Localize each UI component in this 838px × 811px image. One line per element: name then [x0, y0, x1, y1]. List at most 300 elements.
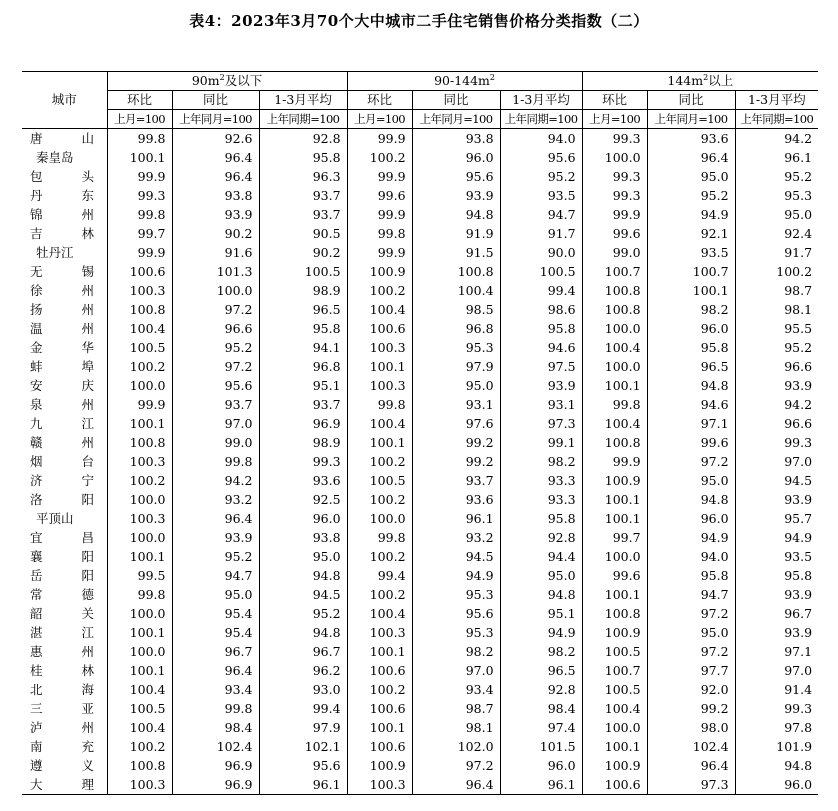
value-cell: 92.4	[735, 224, 818, 243]
value-cell: 98.1	[735, 300, 818, 319]
value-cell: 97.1	[735, 642, 818, 661]
value-cell: 100.4	[412, 281, 500, 300]
value-cell: 96.7	[172, 642, 259, 661]
base-header: 上年同期=100	[259, 110, 347, 129]
value-cell: 98.7	[412, 699, 500, 718]
value-cell: 93.7	[259, 395, 347, 414]
value-cell: 96.3	[259, 167, 347, 186]
value-cell: 100.0	[107, 604, 172, 623]
city-cell	[22, 357, 107, 376]
value-cell: 93.9	[500, 376, 582, 395]
value-cell: 94.5	[259, 585, 347, 604]
value-cell: 96.5	[259, 300, 347, 319]
value-cell: 100.1	[347, 433, 412, 452]
value-cell: 100.9	[582, 471, 647, 490]
value-cell: 100.8	[107, 300, 172, 319]
value-cell: 95.1	[259, 376, 347, 395]
city-cell	[22, 376, 107, 395]
value-cell: 94.8	[500, 585, 582, 604]
table-row	[22, 167, 818, 186]
base-header: 上月=100	[107, 110, 172, 129]
value-cell: 99.0	[172, 433, 259, 452]
table-row	[22, 566, 818, 585]
value-cell: 95.2	[735, 167, 818, 186]
value-cell: 93.7	[259, 205, 347, 224]
city-cell	[22, 224, 107, 243]
value-cell: 94.8	[259, 566, 347, 585]
value-cell: 93.6	[412, 490, 500, 509]
table-row	[22, 148, 818, 167]
table-row	[22, 623, 818, 642]
value-cell: 93.3	[500, 490, 582, 509]
city-cell	[22, 661, 107, 680]
value-cell: 94.9	[735, 528, 818, 547]
base-header: 上月=100	[582, 110, 647, 129]
value-cell: 98.2	[412, 642, 500, 661]
value-cell: 102.1	[259, 737, 347, 756]
value-cell: 100.5	[500, 262, 582, 281]
value-cell: 100.1	[107, 623, 172, 642]
value-cell: 100.6	[347, 699, 412, 718]
value-cell: 95.0	[172, 585, 259, 604]
value-cell: 98.4	[172, 718, 259, 737]
value-cell: 94.8	[259, 623, 347, 642]
value-cell: 96.4	[172, 148, 259, 167]
city-cell	[22, 319, 107, 338]
value-cell: 96.4	[172, 167, 259, 186]
city-cell	[22, 262, 107, 281]
value-cell: 99.9	[582, 452, 647, 471]
value-cell: 100.7	[647, 262, 735, 281]
value-cell: 95.6	[259, 756, 347, 775]
city-cell	[22, 414, 107, 433]
city-name: 蚌埠	[30, 359, 94, 374]
base-header: 上年同月=100	[647, 110, 735, 129]
table-row	[22, 756, 818, 775]
value-cell: 96.6	[735, 357, 818, 376]
value-cell: 91.5	[412, 243, 500, 262]
value-cell: 99.8	[107, 129, 172, 149]
value-cell: 94.0	[500, 129, 582, 149]
group-header: $144m^2$以上	[582, 72, 818, 91]
value-cell: 97.8	[735, 718, 818, 737]
table-row	[22, 680, 818, 699]
value-cell: 94.6	[647, 395, 735, 414]
city-cell	[22, 718, 107, 737]
value-cell: 92.8	[259, 129, 347, 149]
value-cell: 99.6	[347, 186, 412, 205]
value-cell: 99.7	[107, 224, 172, 243]
value-cell: 100.1	[582, 737, 647, 756]
sub-header: 环比	[347, 91, 412, 110]
table-row	[22, 661, 818, 680]
value-cell: 100.1	[107, 148, 172, 167]
value-cell: 98.9	[259, 433, 347, 452]
value-cell: 93.7	[259, 186, 347, 205]
value-cell: 94.5	[412, 547, 500, 566]
value-cell: 100.7	[582, 262, 647, 281]
value-cell: 93.8	[259, 528, 347, 547]
value-cell: 98.1	[412, 718, 500, 737]
value-cell: 95.2	[500, 167, 582, 186]
value-cell: 93.8	[412, 129, 500, 149]
city-cell	[22, 699, 107, 718]
value-cell: 99.1	[500, 433, 582, 452]
value-cell: 96.4	[412, 775, 500, 795]
value-cell: 100.2	[735, 262, 818, 281]
value-cell: 102.4	[647, 737, 735, 756]
value-cell: 93.6	[647, 129, 735, 149]
value-cell: 97.5	[500, 357, 582, 376]
city-name: 烟台	[30, 454, 94, 469]
value-cell: 96.4	[172, 509, 259, 528]
value-cell: 95.1	[500, 604, 582, 623]
city-name: 韶关	[30, 606, 94, 621]
value-cell: 95.2	[735, 338, 818, 357]
value-cell: 92.5	[259, 490, 347, 509]
value-cell: 96.8	[259, 357, 347, 376]
value-cell: 98.2	[647, 300, 735, 319]
value-cell: 96.0	[500, 756, 582, 775]
group-header: $90m^2$及以下	[107, 72, 347, 91]
value-cell: 99.4	[259, 699, 347, 718]
city-name: 济宁	[30, 473, 94, 488]
value-cell: 102.0	[412, 737, 500, 756]
table-row	[22, 509, 818, 528]
value-cell: 93.3	[500, 471, 582, 490]
value-cell: 95.2	[259, 604, 347, 623]
sub-header: 1-3月平均	[500, 91, 582, 110]
table-row	[22, 528, 818, 547]
value-cell: 94.8	[735, 756, 818, 775]
value-cell: 99.8	[347, 528, 412, 547]
value-cell: 94.7	[500, 205, 582, 224]
value-cell: 99.6	[582, 566, 647, 585]
city-cell	[22, 300, 107, 319]
value-cell: 95.8	[500, 509, 582, 528]
value-cell: 100.4	[107, 319, 172, 338]
value-cell: 97.2	[412, 756, 500, 775]
value-cell: 94.7	[647, 585, 735, 604]
value-cell: 99.0	[582, 243, 647, 262]
value-cell: 96.4	[647, 148, 735, 167]
city-name: 三亚	[30, 701, 94, 716]
city-name: 南充	[30, 739, 94, 754]
value-cell: 99.3	[582, 167, 647, 186]
value-cell: 100.3	[347, 376, 412, 395]
table-row	[22, 433, 818, 452]
value-cell: 93.5	[500, 186, 582, 205]
value-cell: 100.3	[347, 775, 412, 795]
city-cell	[22, 148, 107, 167]
value-cell: 100.2	[107, 737, 172, 756]
value-cell: 102.4	[172, 737, 259, 756]
value-cell: 94.8	[647, 490, 735, 509]
value-cell: 100.8	[412, 262, 500, 281]
value-cell: 100.9	[582, 623, 647, 642]
value-cell: 96.8	[412, 319, 500, 338]
value-cell: 95.8	[647, 566, 735, 585]
value-cell: 94.8	[647, 376, 735, 395]
table-row	[22, 243, 818, 262]
city-name: 包头	[30, 169, 94, 184]
value-cell: 100.2	[347, 452, 412, 471]
value-cell: 100.2	[347, 585, 412, 604]
value-cell: 97.2	[647, 604, 735, 623]
sub-header: 环比	[107, 91, 172, 110]
value-cell: 99.3	[582, 129, 647, 149]
base-header: 上年同期=100	[735, 110, 818, 129]
value-cell: 100.3	[347, 623, 412, 642]
city-cell	[22, 129, 107, 149]
value-cell: 99.6	[582, 224, 647, 243]
value-cell: 96.0	[259, 509, 347, 528]
value-cell: 99.3	[259, 452, 347, 471]
base-header: 上月=100	[347, 110, 412, 129]
value-cell: 100.3	[107, 452, 172, 471]
value-cell: 95.8	[259, 319, 347, 338]
value-cell: 100.9	[347, 262, 412, 281]
table-row	[22, 604, 818, 623]
value-cell: 95.6	[412, 167, 500, 186]
value-cell: 99.9	[582, 205, 647, 224]
value-cell: 99.8	[347, 224, 412, 243]
value-cell: 95.0	[259, 547, 347, 566]
value-cell: 100.3	[107, 509, 172, 528]
value-cell: 100.0	[582, 718, 647, 737]
value-cell: 96.6	[172, 319, 259, 338]
table-row	[22, 129, 818, 149]
base-header-row	[22, 110, 818, 129]
value-cell: 100.0	[582, 547, 647, 566]
value-cell: 96.4	[647, 756, 735, 775]
value-cell: 95.8	[647, 338, 735, 357]
value-cell: 100.2	[347, 680, 412, 699]
city-cell	[22, 604, 107, 623]
value-cell: 95.2	[647, 186, 735, 205]
value-cell: 100.0	[107, 528, 172, 547]
value-cell: 93.7	[172, 395, 259, 414]
value-cell: 95.3	[412, 623, 500, 642]
value-cell: 94.8	[412, 205, 500, 224]
value-cell: 94.1	[259, 338, 347, 357]
value-cell: 100.4	[582, 338, 647, 357]
sub-header: 同比	[647, 91, 735, 110]
value-cell: 97.0	[735, 452, 818, 471]
value-cell: 95.7	[735, 509, 818, 528]
value-cell: 100.8	[107, 433, 172, 452]
city-cell	[22, 623, 107, 642]
value-cell: 95.2	[172, 338, 259, 357]
group-header-row	[22, 72, 818, 91]
value-cell: 96.7	[735, 604, 818, 623]
value-cell: 100.8	[582, 281, 647, 300]
city-cell	[22, 680, 107, 699]
value-cell: 94.9	[500, 623, 582, 642]
value-cell: 92.8	[500, 528, 582, 547]
value-cell: 94.6	[500, 338, 582, 357]
value-cell: 95.2	[172, 547, 259, 566]
value-cell: 96.2	[259, 661, 347, 680]
value-cell: 96.7	[259, 642, 347, 661]
value-cell: 96.0	[735, 775, 818, 795]
value-cell: 97.3	[500, 414, 582, 433]
table-row	[22, 376, 818, 395]
sub-header-row	[22, 91, 818, 110]
table-row	[22, 452, 818, 471]
table-row	[22, 547, 818, 566]
value-cell: 95.4	[172, 604, 259, 623]
value-cell: 93.9	[172, 205, 259, 224]
table-row	[22, 775, 818, 795]
value-cell: 100.9	[582, 756, 647, 775]
city-cell	[22, 395, 107, 414]
value-cell: 92.8	[500, 680, 582, 699]
value-cell: 99.8	[107, 205, 172, 224]
value-cell: 95.4	[172, 623, 259, 642]
value-cell: 100.1	[582, 376, 647, 395]
city-name: 赣州	[30, 435, 94, 450]
value-cell: 98.6	[500, 300, 582, 319]
value-cell: 96.5	[647, 357, 735, 376]
value-cell: 98.0	[647, 718, 735, 737]
value-cell: 94.9	[647, 528, 735, 547]
value-cell: 95.3	[412, 338, 500, 357]
value-cell: 98.9	[259, 281, 347, 300]
value-cell: 100.6	[347, 319, 412, 338]
value-cell: 94.5	[735, 471, 818, 490]
value-cell: 93.9	[735, 490, 818, 509]
value-cell: 101.5	[500, 737, 582, 756]
table-row	[22, 642, 818, 661]
value-cell: 91.6	[172, 243, 259, 262]
value-cell: 97.7	[647, 661, 735, 680]
value-cell: 96.9	[172, 775, 259, 795]
value-cell: 100.1	[107, 661, 172, 680]
price-index-table	[22, 71, 818, 795]
value-cell: 90.5	[259, 224, 347, 243]
value-cell: 93.2	[172, 490, 259, 509]
value-cell: 99.9	[347, 243, 412, 262]
value-cell: 100.1	[582, 585, 647, 604]
value-cell: 100.2	[107, 357, 172, 376]
value-cell: 97.0	[412, 661, 500, 680]
city-cell	[22, 186, 107, 205]
value-cell: 100.5	[582, 680, 647, 699]
value-cell: 94.7	[172, 566, 259, 585]
value-cell: 96.6	[735, 414, 818, 433]
city-cell	[22, 490, 107, 509]
value-cell: 95.0	[412, 376, 500, 395]
value-cell: 99.8	[172, 699, 259, 718]
value-cell: 100.1	[347, 642, 412, 661]
table-row	[22, 718, 818, 737]
city-name: 大理	[30, 777, 94, 792]
value-cell: 100.0	[107, 490, 172, 509]
value-cell: 95.0	[500, 566, 582, 585]
table-row	[22, 319, 818, 338]
value-cell: 100.5	[259, 262, 347, 281]
value-cell: 100.8	[582, 300, 647, 319]
value-cell: 100.1	[107, 547, 172, 566]
value-cell: 100.1	[347, 718, 412, 737]
value-cell: 100.4	[107, 680, 172, 699]
value-cell: 93.2	[412, 528, 500, 547]
city-name: 安庆	[30, 378, 94, 393]
table-row	[22, 490, 818, 509]
value-cell: 100.4	[347, 604, 412, 623]
city-cell	[22, 775, 107, 795]
value-cell: 99.6	[647, 433, 735, 452]
value-cell: 99.4	[347, 566, 412, 585]
value-cell: 96.0	[412, 148, 500, 167]
city-cell	[22, 243, 107, 262]
value-cell: 97.2	[172, 357, 259, 376]
table-row	[22, 414, 818, 433]
value-cell: 92.0	[647, 680, 735, 699]
value-cell: 100.2	[347, 490, 412, 509]
value-cell: 93.9	[735, 623, 818, 642]
value-cell: 98.4	[500, 699, 582, 718]
city-name: 唐山	[30, 131, 94, 146]
sub-header: 同比	[172, 91, 259, 110]
value-cell: 100.6	[347, 737, 412, 756]
value-cell: 100.0	[107, 376, 172, 395]
value-cell: 97.1	[647, 414, 735, 433]
value-cell: 97.9	[259, 718, 347, 737]
value-cell: 93.5	[647, 243, 735, 262]
city-name: 岳阳	[30, 568, 94, 583]
city-name: 金华	[30, 340, 94, 355]
value-cell: 101.9	[735, 737, 818, 756]
value-cell: 99.2	[647, 699, 735, 718]
value-cell: 93.7	[412, 471, 500, 490]
city-cell	[22, 547, 107, 566]
city-name: 常德	[30, 587, 94, 602]
value-cell: 94.9	[647, 205, 735, 224]
value-cell: 97.4	[500, 718, 582, 737]
city-name: 扬州	[30, 302, 94, 317]
value-cell: 99.9	[107, 167, 172, 186]
value-cell: 97.0	[735, 661, 818, 680]
city-name: 秦皇岛	[36, 150, 74, 165]
sub-header: 1-3月平均	[259, 91, 347, 110]
value-cell: 93.4	[412, 680, 500, 699]
value-cell: 97.2	[172, 300, 259, 319]
value-cell: 96.5	[500, 661, 582, 680]
city-name: 牡丹江	[36, 245, 74, 260]
city-cell	[22, 452, 107, 471]
value-cell: 96.0	[647, 319, 735, 338]
city-name: 九江	[30, 416, 94, 431]
city-name: 洛阳	[30, 492, 94, 507]
value-cell: 100.6	[107, 262, 172, 281]
sub-header: 环比	[582, 91, 647, 110]
value-cell: 100.2	[347, 547, 412, 566]
city-cell	[22, 756, 107, 775]
value-cell: 97.0	[172, 414, 259, 433]
city-cell	[22, 471, 107, 490]
value-cell: 99.8	[107, 585, 172, 604]
table-row	[22, 338, 818, 357]
value-cell: 96.1	[735, 148, 818, 167]
value-cell: 99.9	[347, 129, 412, 149]
value-cell: 99.9	[107, 243, 172, 262]
value-cell: 99.2	[412, 433, 500, 452]
value-cell: 99.8	[347, 395, 412, 414]
city-column-header: 城市	[22, 72, 107, 129]
value-cell: 100.1	[647, 281, 735, 300]
